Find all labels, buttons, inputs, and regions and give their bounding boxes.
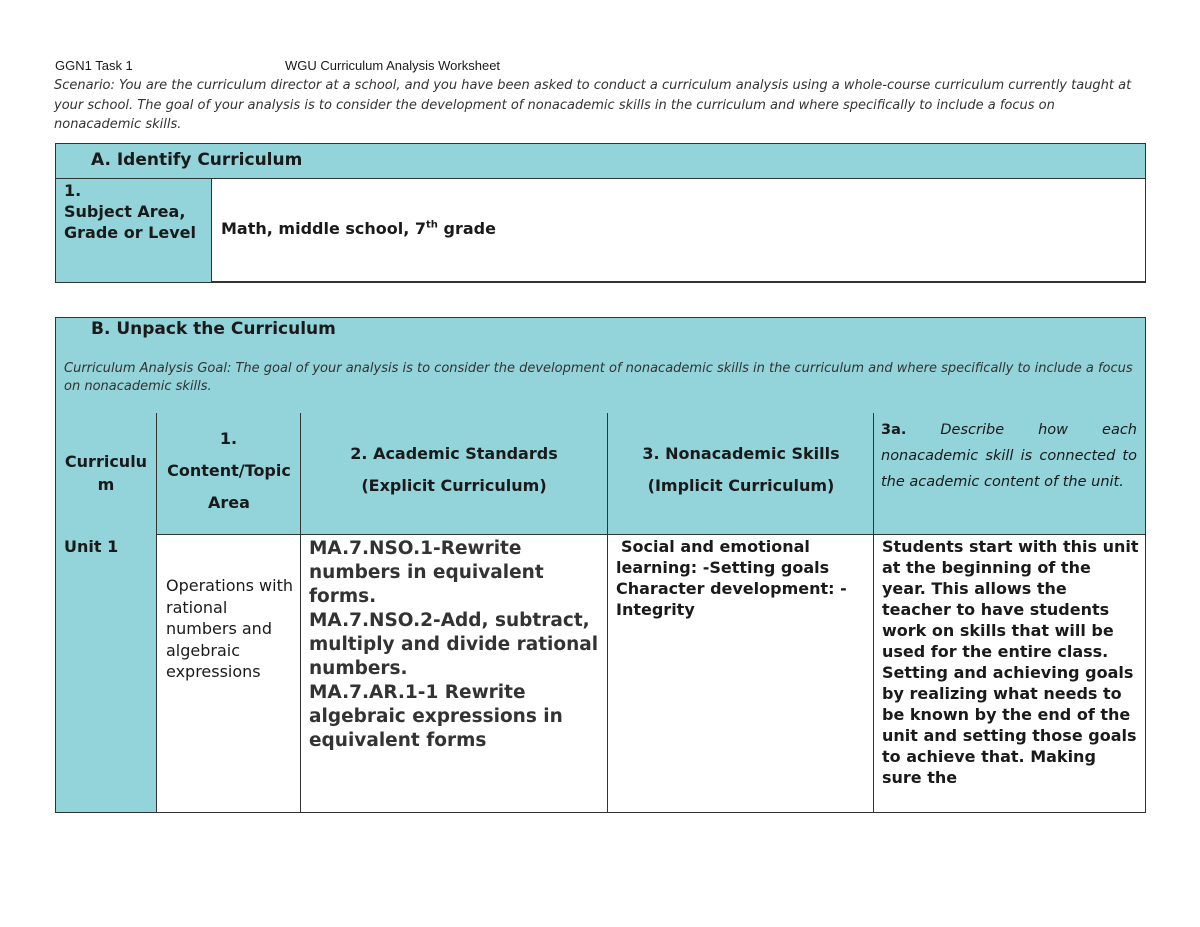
- section-a-row: [55, 178, 1146, 283]
- unit-1-label: Unit 1: [64, 537, 119, 556]
- col-describe-lead: 3a.: [881, 422, 907, 438]
- col-curriculum-header: [55, 413, 157, 535]
- col-academic-text: 2. Academic Standards (Explicit Curriculum): [350, 444, 558, 495]
- standard-item: MA.7.AR.1-1 Rewrite algebraic expressions in equivalent forms: [309, 682, 563, 751]
- col-describe-body: Describe how each nonacademic skill is connected to the academic content of the unit.: [881, 422, 1137, 490]
- scenario-text: Scenario: You are the curriculum director at a school, and you have been asked to conduct a curriculum analysis using a whole-course curriculum currently taught at your school. The goal of your analysis is to consider the development of nonacademic skills in the curriculum and where specifically to include a focus on nonacademic skills.: [54, 78, 1132, 132]
- subject-area-value: [221, 219, 496, 238]
- col-describe-text: [881, 417, 1137, 495]
- col-content-number: 1.: [219, 429, 238, 448]
- unit-1-standards-cell: [300, 534, 608, 813]
- section-a-heading: A. Identify Curriculum: [55, 143, 1146, 179]
- unit-1-standards: [309, 537, 601, 753]
- unit-1-content: Operations with rational numbers and algebraic expressions: [166, 576, 293, 681]
- section-b-heading: [55, 317, 1146, 414]
- subject-area-number: 1.: [64, 181, 82, 200]
- unit-1-description: Students start with this unit at the beginning of the year. This allows the teacher to have students work on skills that will be used for the entire class. Setting and achieving goals by realizing what needs to be known by the end of the unit and setting those goals to achieve that. Making sure the: [882, 537, 1139, 787]
- unit-1-cell: [55, 534, 157, 813]
- col-nonacademic-text: 3. Nonacademic Skills (Implicit Curriculum): [642, 444, 840, 495]
- col-content-text: Content/Topic Area: [167, 461, 291, 512]
- col-content-header: [156, 413, 301, 535]
- section-b-title: B. Unpack the Curriculum: [91, 319, 336, 339]
- task-label: GGN1 Task 1: [55, 58, 133, 73]
- standard-item: MA.7.NSO.2-Add, subtract, multiply and divide rational numbers.: [309, 610, 599, 679]
- skill-item: Social and emotional learning: -Setting goals: [616, 537, 830, 577]
- unit-1-content-cell: [156, 534, 301, 813]
- skill-item: Character development: -Integrity: [616, 579, 847, 619]
- analysis-goal-text: Curriculum Analysis Goal: The goal of your analysis is to consider the development of nonacademic skills in the curriculum and where specifically to include a focus on nonacademic skills.: [64, 361, 1133, 394]
- subject-area-value-sup: th: [426, 219, 438, 231]
- col-academic-header: [300, 413, 608, 535]
- unit-1-skills: [616, 536, 872, 620]
- col-nonacademic-header: [607, 413, 874, 535]
- subject-area-label: [56, 179, 212, 282]
- worksheet-title: WGU Curriculum Analysis Worksheet: [285, 58, 501, 73]
- subject-area-text: Subject Area, Grade or Level: [64, 202, 196, 242]
- unit-1-skills-cell: [607, 534, 874, 813]
- subject-area-value-suffix: grade: [437, 219, 496, 238]
- standard-item: MA.7.NSO.1-Rewrite numbers in equivalent forms.: [309, 538, 544, 607]
- col-describe-header: [873, 413, 1146, 535]
- unit-1-description-cell: [873, 534, 1146, 813]
- subject-area-value-prefix: Math, middle school, 7: [221, 219, 427, 238]
- col-curriculum-text: Curriculum: [64, 452, 148, 494]
